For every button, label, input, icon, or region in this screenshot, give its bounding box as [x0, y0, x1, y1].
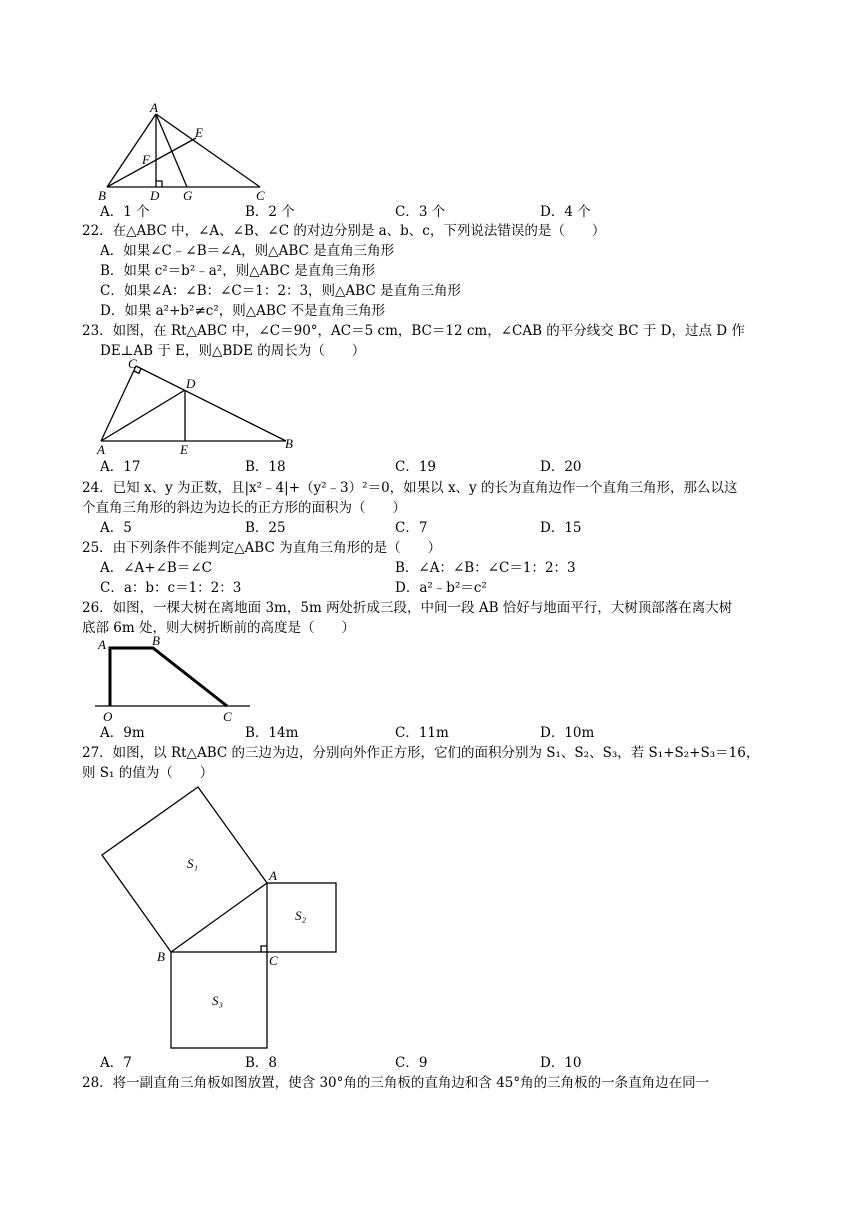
- q24-option-b: B．25: [245, 520, 286, 536]
- q27-label-S1: S₁: [187, 856, 199, 871]
- q26-option-a: A．9m: [100, 725, 145, 741]
- q22-option-c: C．如果∠A：∠B：∠C＝1：2：3，则△ABC 是直角三角形: [100, 283, 461, 299]
- q23-label-E: E: [180, 442, 188, 457]
- q26-stem-line2: 底部 6m 处，则大树折断前的高度是（ ）: [82, 620, 355, 636]
- q22-option-d: D．如果 a²+b²≠c²，则△ABC 不是直角三角形: [100, 303, 386, 319]
- q23-stem-line2: DE⊥AB 于 E，则△BDE 的周长为（ ）: [100, 343, 366, 359]
- q24-option-c: C．7: [395, 520, 428, 536]
- q21-label-B: B: [98, 188, 106, 203]
- q25-option-a: A．∠A+∠B＝∠C: [100, 560, 212, 576]
- q27-stem-line2: 则 S₁ 的值为（ ）: [82, 765, 214, 781]
- q27-label-B: B: [157, 949, 165, 964]
- q21-label-A: A: [150, 100, 158, 115]
- q21-option-b: B．2 个: [245, 204, 295, 220]
- q23-stem-line1: 23．如图，在 Rt△ABC 中，∠C＝90°，AC＝5 cm，BC＝12 cm，∠CAB 的平分线交 BC 于 D，过点 D 作: [82, 323, 745, 339]
- q24-stem-line1: 24．已知 x、y 为正数，且|x²﹣4|+（y²﹣3）²＝0，如果以 x、y 的长为直角边作一个直角三角形，那么以这: [82, 480, 738, 496]
- q26-figure: [90, 635, 260, 725]
- q23-label-D: D: [186, 376, 196, 391]
- q21-label-G: G: [183, 188, 193, 203]
- q27-option-d: D．10: [540, 1055, 582, 1071]
- q22-option-b: B．如果 c²＝b²﹣a²，则△ABC 是直角三角形: [100, 263, 376, 279]
- q22-stem: 22．在△ABC 中，∠A、∠B、∠C 的对边分别是 a、b、c，下列说法错误的是（ ）: [82, 223, 606, 239]
- q25-stem: 25．由下列条件不能判定△ABC 为直角三角形的是（ ）: [82, 540, 442, 556]
- q23-option-d: D．20: [540, 459, 582, 475]
- q24-option-a: A．5: [100, 520, 132, 536]
- q28-stem-line1: 28．将一副直角三角板如图放置，使含 30°角的三角板的直角边和含 45°角的三角板的一条直角边在同一: [82, 1075, 710, 1091]
- q23-option-b: B．18: [245, 459, 286, 475]
- q21-label-D: D: [150, 188, 160, 203]
- q24-stem-line2: 个直角三角形的斜边为边长的正方形的面积为（ ）: [82, 500, 406, 516]
- q26-option-b: B．14m: [245, 725, 299, 741]
- q21-label-C: C: [256, 188, 265, 203]
- q27-stem-line1: 27．如图，以 Rt△ABC 的三边为边，分别向外作正方形，它们的面积分别为 S₁、S₂、S₃，若 S₁+S₂+S₃＝16，: [82, 745, 760, 761]
- q25-option-b: B．∠A：∠B：∠C＝1：2：3: [395, 560, 576, 576]
- q21-option-a: A．1 个: [100, 204, 150, 220]
- q26-label-A: A: [98, 637, 106, 652]
- q23-label-B: B: [285, 436, 293, 451]
- q23-label-A: A: [97, 442, 105, 457]
- q23-figure: [92, 358, 312, 458]
- q21-figure: [90, 100, 290, 214]
- q27-option-b: B．8: [245, 1055, 278, 1071]
- q21-option-c: C．3 个: [395, 204, 446, 220]
- q27-label-S3: S₃: [212, 993, 224, 1008]
- q25-option-c: C．a：b：c＝1：2：3: [100, 580, 242, 596]
- q26-label-C: C: [223, 709, 232, 724]
- q26-option-c: C．11m: [395, 725, 449, 741]
- q26-label-B: B: [152, 633, 160, 648]
- q23-option-c: C．19: [395, 459, 437, 475]
- q27-label-C: C: [269, 953, 278, 968]
- q25-option-d: D．a²﹣b²＝c²: [395, 580, 487, 596]
- q21-label-F: F: [142, 152, 150, 167]
- q21-label-E: E: [195, 125, 203, 140]
- q22-option-a: A．如果∠C﹣∠B＝∠A，则△ABC 是直角三角形: [100, 243, 395, 259]
- q27-option-c: C．9: [395, 1055, 428, 1071]
- q23-option-a: A．17: [100, 459, 141, 475]
- q27-label-A: A: [269, 868, 277, 883]
- q21-option-d: D．4 个: [540, 204, 591, 220]
- q27-label-S2: S₂: [295, 908, 307, 923]
- q27-figure: [95, 785, 355, 1055]
- q26-stem-line1: 26．如图，一棵大树在离地面 3m，5m 两处折成三段，中间一段 AB 恰好与地面平行，大树顶部落在离大树: [82, 600, 733, 616]
- q26-option-d: D．10m: [540, 725, 595, 741]
- q27-option-a: A．7: [100, 1055, 132, 1071]
- q26-label-O: O: [103, 709, 113, 724]
- q24-option-d: D．15: [540, 520, 582, 536]
- q23-label-C: C: [128, 356, 137, 371]
